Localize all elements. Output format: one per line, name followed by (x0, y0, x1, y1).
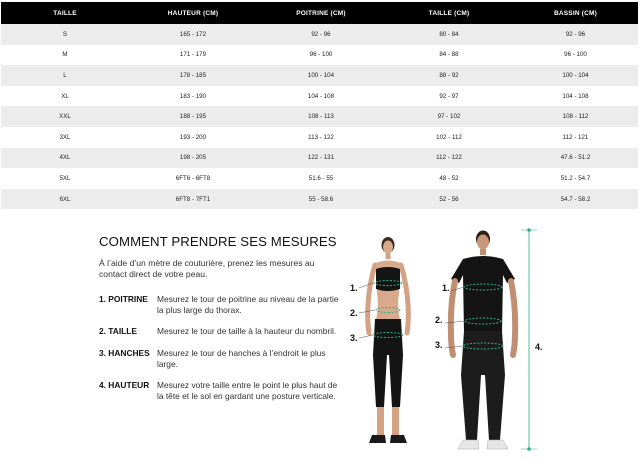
man-label-hips: 3. (435, 340, 443, 350)
table-row (1, 106, 638, 127)
step-label: 1. POITRINE (99, 294, 148, 304)
man-figure (445, 228, 537, 451)
table-cell: 165 - 172 (129, 24, 257, 45)
table-row (1, 127, 638, 148)
table-cell: 100 - 104 (257, 65, 385, 86)
table-cell: 100 - 104 (513, 65, 638, 86)
table-cell: 92 - 96 (257, 24, 385, 45)
table-cell: 96 - 100 (257, 45, 385, 66)
woman-label-waist: 2. (350, 308, 358, 318)
table-cell: 5XL (1, 168, 129, 189)
table-cell: 84 - 88 (385, 45, 513, 66)
step-description: Mesurez votre taille entre le point le plus haut de la tête et le sol en gardant une posture verticale. (157, 380, 338, 401)
instructions-intro: À l’aide d’un mètre de couturière, prenez les mesures au contact direct de votre peau. (99, 258, 315, 279)
height-label: 4. (535, 342, 543, 352)
table-cell: 54.7 - 58.2 (513, 189, 638, 210)
table-cell: 102 - 112 (385, 127, 513, 148)
table-cell: 3XL (1, 127, 129, 148)
step-description: Mesurez le tour de poitrine au niveau de la partie la plus large du thorax. (157, 294, 339, 315)
table-cell: 52 - 56 (385, 189, 513, 210)
table-cell: 178 - 185 (129, 65, 257, 86)
table-cell: 113 - 122 (257, 127, 385, 148)
step-chest (99, 294, 339, 315)
table-cell: 80 - 84 (385, 24, 513, 45)
table-cell: 198 - 205 (129, 148, 257, 169)
step-waist (99, 326, 339, 337)
table-cell: 112 - 122 (385, 148, 513, 169)
table-cell: 108 - 113 (257, 106, 385, 127)
table-cell: 122 - 131 (257, 148, 385, 169)
measurement-figures (345, 225, 545, 470)
step-description: Mesurez le tour de taille à la hauteur du nombril. (157, 326, 337, 336)
table-cell: 48 - 52 (385, 168, 513, 189)
step-description: Mesurez le tour de hanches à l’endroit le plus large. (157, 348, 326, 369)
header-waist: TAILLE (CM) (385, 2, 513, 24)
table-cell: 51.2 - 54.7 (513, 168, 638, 189)
size-chart-table (1, 2, 638, 209)
table-cell: 193 - 200 (129, 127, 257, 148)
table-cell: 92 - 96 (513, 24, 638, 45)
table-cell: XXL (1, 106, 129, 127)
table-row (1, 189, 638, 210)
step-label: 2. TAILLE (99, 326, 137, 336)
table-row (1, 65, 638, 86)
table-cell: L (1, 65, 129, 86)
table-cell: 4XL (1, 148, 129, 169)
table-cell: 104 - 108 (257, 86, 385, 107)
woman-figure (359, 237, 408, 443)
woman-label-chest: 1. (350, 283, 358, 293)
woman-label-hips: 3. (350, 333, 358, 343)
table-cell: 47.6 - 51.2 (513, 148, 638, 169)
measuring-instructions (99, 234, 339, 412)
table-cell: 188 - 195 (129, 106, 257, 127)
table-row (1, 168, 638, 189)
table-cell: XL (1, 86, 129, 107)
table-cell: 183 - 190 (129, 86, 257, 107)
header-size: TAILLE (1, 2, 129, 24)
header-height: HAUTEUR (CM) (129, 2, 257, 24)
table-cell: 112 - 121 (513, 127, 638, 148)
step-hips (99, 348, 339, 369)
table-cell: 55 - 58.6 (257, 189, 385, 210)
step-label: 4. HAUTEUR (99, 380, 150, 390)
header-chest: POITRINE (CM) (257, 2, 385, 24)
table-cell: 6FT8 - 7FT1 (129, 189, 257, 210)
table-row (1, 24, 638, 45)
table-cell: 104 - 108 (513, 86, 638, 107)
instructions-title: COMMENT PRENDRE SES MESURES (99, 234, 337, 249)
table-cell: 51.6 - 55 (257, 168, 385, 189)
man-label-chest: 1. (442, 283, 450, 293)
figures-illustration (345, 225, 545, 470)
header-hips: BASSIN (CM) (513, 2, 638, 24)
table-cell: 6XL (1, 189, 129, 210)
table-row (1, 148, 638, 169)
table-cell: 88 - 92 (385, 65, 513, 86)
table-row (1, 86, 638, 107)
table-cell: 171 - 179 (129, 45, 257, 66)
table-cell: 108 - 112 (513, 106, 638, 127)
step-height (99, 380, 339, 401)
table-cell: 92 - 97 (385, 86, 513, 107)
table-cell: S (1, 24, 129, 45)
man-label-waist: 2. (435, 315, 443, 325)
table-cell: 97 - 102 (385, 106, 513, 127)
table-header-row (1, 2, 638, 24)
table-cell: 6FT6 - 6FT8 (129, 168, 257, 189)
table-cell: 96 - 100 (513, 45, 638, 66)
table-row (1, 45, 638, 66)
table-cell: M (1, 45, 129, 66)
step-label: 3. HANCHES (99, 348, 150, 358)
